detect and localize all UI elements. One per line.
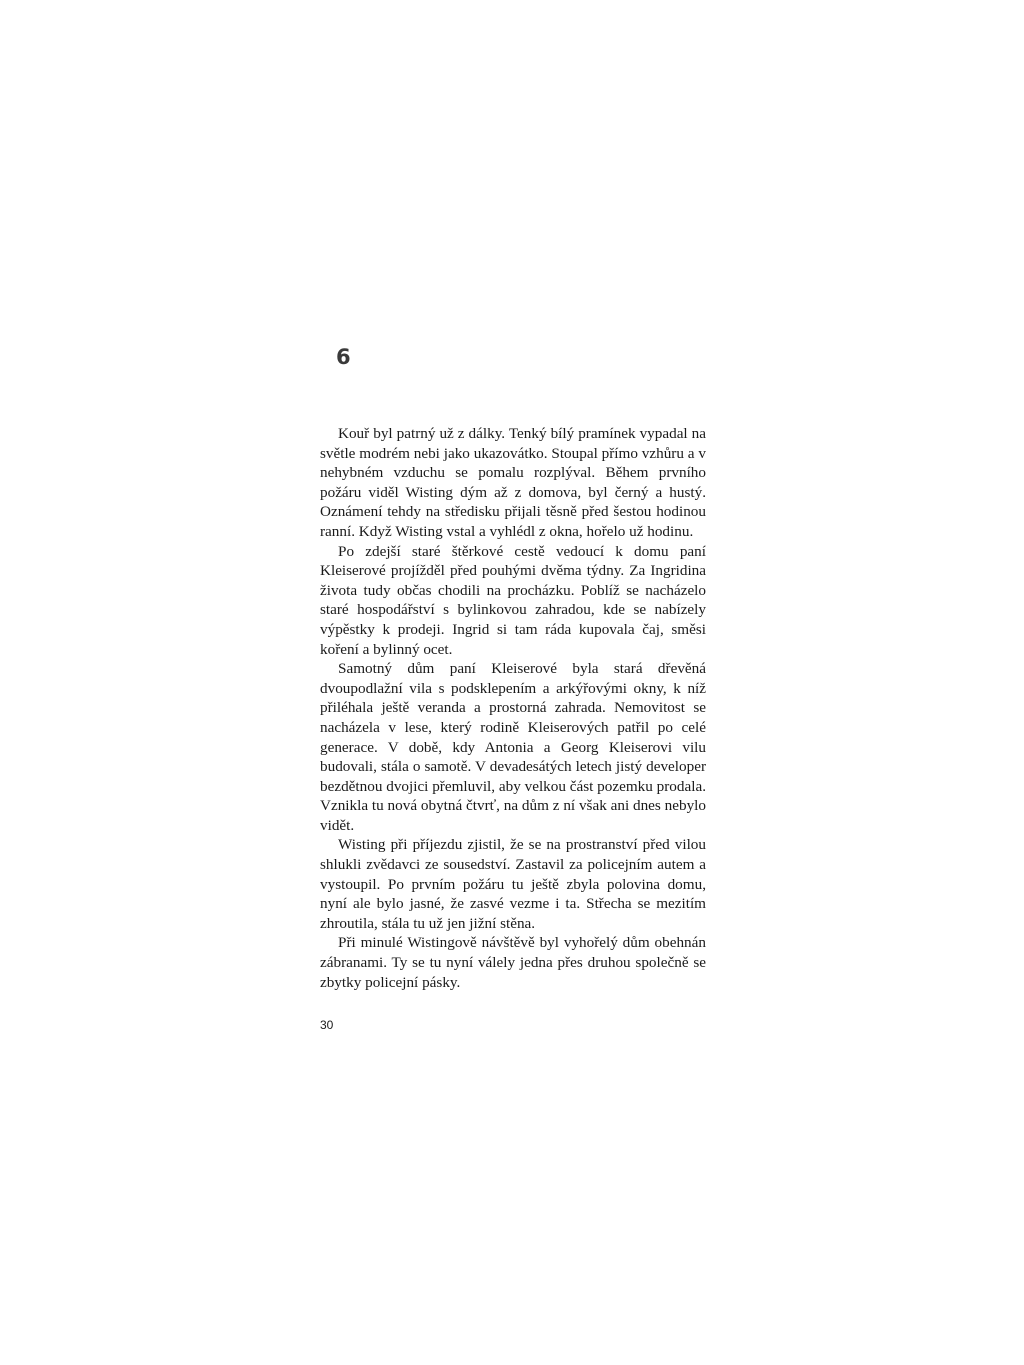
paragraph: Při minulé Wistingově návštěvě byl vyhořelý dům obehnán zábranami. Ty se tu nyní válely jedna přes druhou společně se zbytky policejní pásky. [320,934,706,991]
paragraph: Po zdejší staré štěrkové cestě vedoucí k domu paní Kleiserové projížděl před pouhými dvěma týdny. Za Ingridina života tudy občas chodili na procházku. Poblíž se nacházelo staré hospodářství s bylinkovou zahradou, kde se nabízely výpěstky k prodeji. Ingrid si tam ráda kupovala čaj, směsi koření a bylinný ocet. [320,542,706,658]
paragraph: Samotný dům paní Kleiserové byla stará dřevěná dvoupodlažní vila s podsklepením a arkýřovými okny, k níž přiléhala ještě veranda a prostorná zahrada. Nemovitost se nacházela v lese, který rodině Kleiserových patřil po celé generace. V době, kdy Antonia a Georg Kleiserovi vilu budovali, stála o samotě. V devadesátých letech jistý developer bezdětnou dvojici přemluvil, aby velkou část pozemku prodala. Vznikla tu nová obytná čtvrť, na dům z ní však ani dnes nebylo vidět. [320,660,706,834]
body-text [320,424,706,992]
paragraph: Wisting při příjezdu zjistil, že se na prostranství před vilou shlukli zvědavci ze sousedství. Zastavil za policejním autem a vystoupil. Po prvním požáru tu ještě zbyla polovina domu, nyní ale bylo jasné, že zasvé vezme i ta. Střecha se mezitím zhroutila, stála tu už jen jižní stěna. [320,836,706,932]
paragraph: Kouř byl patrný už z dálky. Tenký bílý pramínek vypadal na světle modrém nebi jako ukazovátko. Stoupal přímo vzhůru a v nehybném vzduchu se pomalu rozplýval. Během prvního požáru viděl Wisting dým až z domova, byl černý a hustý. Oznámení tehdy na středisku přijali těsně před šestou hodinou ranní. Když Wisting vstal a vyhlédl z okna, hořelo už hodinu. [320,425,706,540]
chapter-number: 6 [336,345,351,369]
page-number: 30 [320,1018,334,1032]
